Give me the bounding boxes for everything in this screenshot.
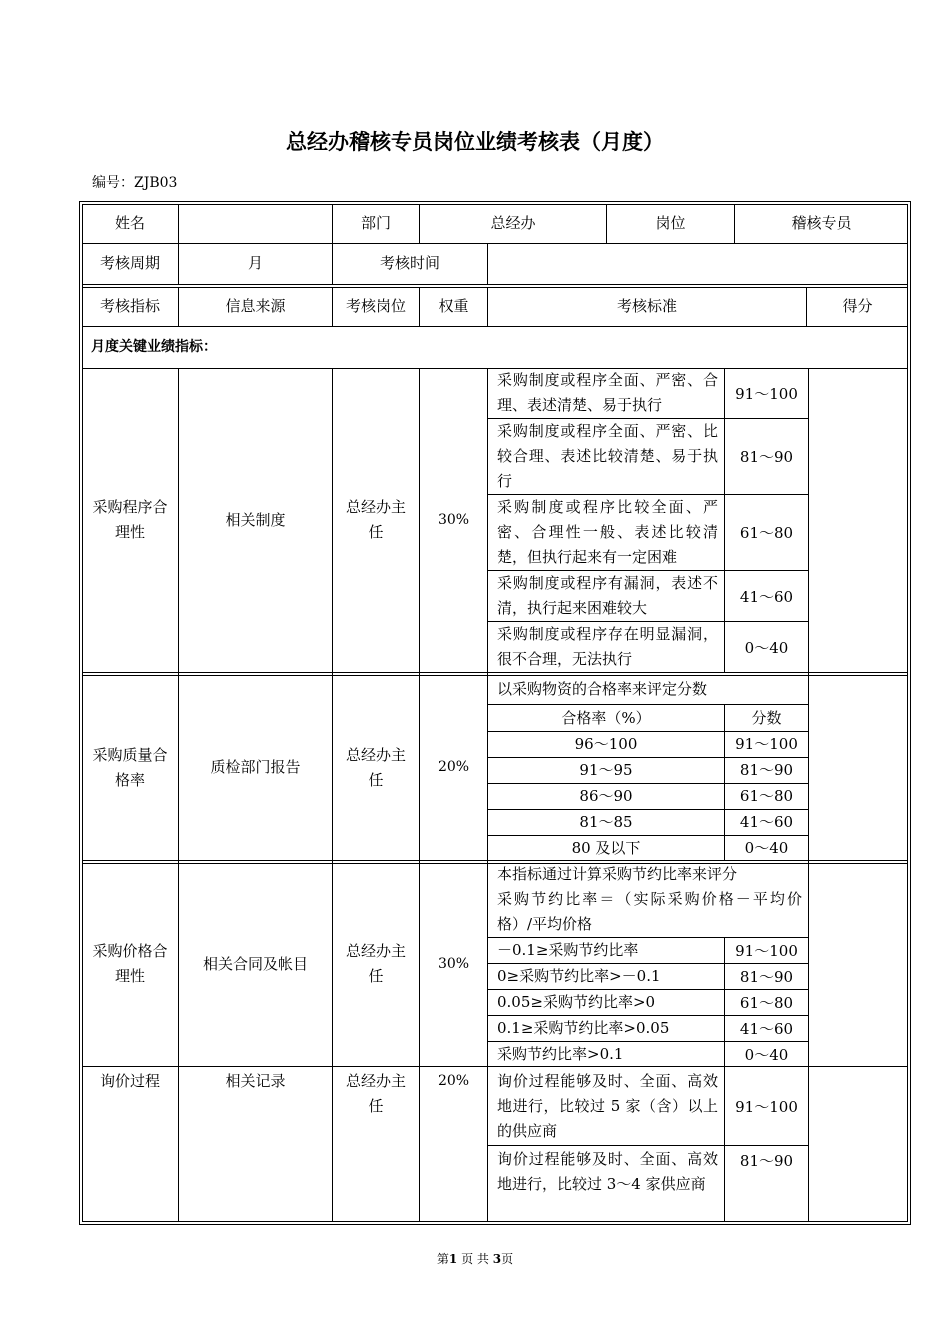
standard-text: 采购制度或程序比较全面、严密、合理性一般、表述比较清楚，但执行起来有一定困难 xyxy=(497,498,718,566)
name-value[interactable] xyxy=(179,204,332,243)
ratio-score: 81～90 xyxy=(739,968,794,986)
footer-prefix: 第 xyxy=(436,1252,449,1266)
standard-score: 81～90 xyxy=(739,1151,794,1170)
sub-header-score: 分数 xyxy=(751,708,782,727)
col-indicator: 考核指标 xyxy=(99,297,160,315)
document-number: 编号：ZJB03 xyxy=(92,175,178,191)
standard-score: 0～40 xyxy=(744,638,789,657)
page-title: 总经办稽核专员岗位业绩考核表（月度） xyxy=(286,130,664,154)
score-input[interactable] xyxy=(809,1067,908,1222)
post-label: 岗位 xyxy=(655,214,686,232)
ratio-score: 91～100 xyxy=(735,942,798,960)
standard-text: 采购制度或程序全面、严密、合理、表述清楚、易于执行 xyxy=(497,371,718,414)
page-footer xyxy=(0,1250,950,1267)
col-standard: 考核标准 xyxy=(616,297,677,315)
score-input[interactable] xyxy=(809,675,908,860)
ratio-range: －0.1≥采购节约比率 xyxy=(497,941,639,959)
rate-score: 91～100 xyxy=(735,735,798,753)
ratio-range: 0.1≥采购节约比率>0.05 xyxy=(497,1019,670,1037)
post-value: 稽核专员 xyxy=(791,214,852,232)
indicator-post: 总经办主任 xyxy=(345,498,406,541)
ratio-score: 0～40 xyxy=(744,1045,789,1064)
indicator-post: 总经办主任 xyxy=(345,1072,406,1115)
cycle-label: 考核周期 xyxy=(99,254,160,272)
standard-intro: 本指标通过计算采购节约比率来评分 xyxy=(497,865,738,883)
rate-score: 41～60 xyxy=(739,813,794,831)
col-score: 得分 xyxy=(842,297,873,315)
rate-range: 81～85 xyxy=(579,813,633,831)
indicator-weight: 20% xyxy=(437,1073,470,1089)
sub-header-rate: 合格率（%） xyxy=(561,708,651,727)
indicator-weight: 20% xyxy=(437,759,470,775)
standard-text: 采购制度或程序全面、严密、比较合理、表述比较清楚、易于执行 xyxy=(497,422,718,490)
rate-range: 91～95 xyxy=(579,761,633,779)
indicator-source: 相关制度 xyxy=(225,510,286,529)
rate-score: 81～90 xyxy=(739,761,794,779)
standard-score: 61～80 xyxy=(739,524,794,542)
indicator-source: 相关记录 xyxy=(225,1072,286,1090)
footer-middle: 页 共 xyxy=(461,1252,489,1266)
standard-score: 91～100 xyxy=(735,384,798,403)
footer-total: 3 xyxy=(492,1252,502,1266)
standard-intro: 以采购物资的合格率来评定分数 xyxy=(497,680,708,698)
rate-score: 0～40 xyxy=(744,838,789,857)
indicator-name: 采购质量合格率 xyxy=(92,746,168,789)
indicator-source: 质检部门报告 xyxy=(210,758,301,776)
standard-score: 41～60 xyxy=(739,587,794,606)
score-input[interactable] xyxy=(809,368,908,672)
indicator-post: 总经办主任 xyxy=(345,746,406,789)
cycle-value: 月 xyxy=(247,254,263,272)
standard-text: 采购制度或程序有漏洞，表述不清，执行起来困难较大 xyxy=(497,574,718,617)
rate-score: 61～80 xyxy=(739,787,794,805)
standard-score: 91～100 xyxy=(735,1097,798,1116)
ratio-range: 0≥采购节约比率>－0.1 xyxy=(497,967,661,985)
time-label: 考核时间 xyxy=(379,254,440,272)
dept-value: 总经办 xyxy=(490,214,536,232)
col-weight: 权重 xyxy=(438,297,469,315)
rate-range: 86～90 xyxy=(579,787,633,805)
indicator-source: 相关合同及帐目 xyxy=(202,955,308,973)
standard-formula: 采购节约比率＝（实际采购价格－平均价格）/平均价格 xyxy=(497,890,802,933)
section-title: 月度关键业绩指标： xyxy=(91,338,217,355)
indicator-name: 询价过程 xyxy=(99,1072,160,1090)
standard-text: 询价过程能够及时、全面、高效地进行，比较过 3～4 家供应商 xyxy=(497,1150,718,1193)
standard-text: 询价过程能够及时、全面、高效地进行，比较过 5 家（含）以上的供应商 xyxy=(497,1071,718,1140)
col-post: 考核岗位 xyxy=(345,297,406,315)
ratio-score: 61～80 xyxy=(739,994,794,1012)
standard-text: 采购制度或程序存在明显漏洞，很不合理，无法执行 xyxy=(497,625,718,668)
indicator-name: 采购价格合理性 xyxy=(92,942,168,985)
ratio-score: 41～60 xyxy=(739,1020,794,1038)
rate-range: 96～100 xyxy=(574,735,638,753)
standard-score: 81～90 xyxy=(739,448,794,466)
indicator-weight: 30% xyxy=(437,511,470,528)
time-value[interactable] xyxy=(488,243,908,284)
indicator-post: 总经办主任 xyxy=(345,942,406,985)
col-source: 信息来源 xyxy=(225,297,286,315)
name-label: 姓名 xyxy=(114,214,145,232)
rate-range: 80 及以下 xyxy=(571,838,641,857)
indicator-weight: 30% xyxy=(437,956,470,972)
score-input[interactable] xyxy=(809,863,908,1066)
ratio-range: 采购节约比率>0.1 xyxy=(497,1044,624,1063)
footer-page: 1 xyxy=(448,1252,458,1266)
indicator-name: 采购程序合理性 xyxy=(92,498,168,541)
footer-suffix: 页 xyxy=(501,1252,514,1266)
ratio-range: 0.05≥采购节约比率>0 xyxy=(497,993,656,1011)
dept-label: 部门 xyxy=(360,214,391,232)
